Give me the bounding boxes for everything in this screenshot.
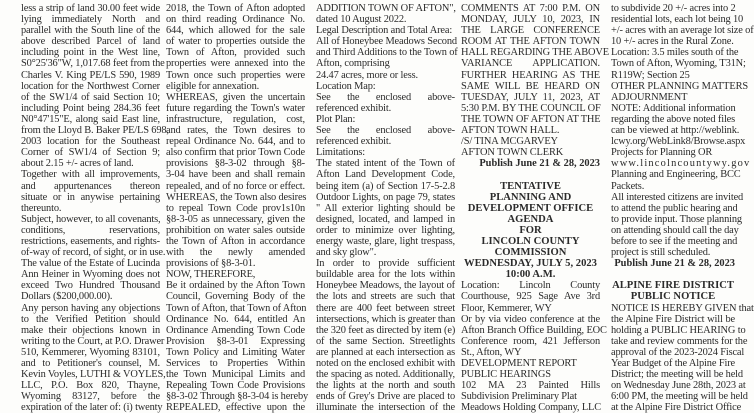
body-text-line: order to minimize over lighting, [316, 224, 455, 236]
body-text-line: 3-04 have been and shall remain [166, 169, 305, 181]
body-text-line: 10 +/- acres in the Rural Zone. [611, 36, 734, 48]
body-text-line: Ordinance No. 644, entitled An [166, 313, 305, 325]
body-text-line: noted on the enclosed exhibit with [316, 358, 455, 369]
body-text-line: location for the Northwest Corner [21, 80, 160, 92]
notice-heading: TENTATIVE [500, 180, 561, 192]
body-text-line: S0°25'36"W, 1,017.68 feet from the [21, 58, 165, 70]
body-text-line: DEVELOPMENT REPORT [461, 358, 577, 369]
body-text-line: ADDITION TOWN OF AFTON", [316, 3, 456, 14]
body-text-line: the Alpine Fire District will be [611, 313, 735, 325]
notice-heading: DEVELOPMENT OFFICE [467, 202, 594, 214]
body-text-line: St., Afton, WY [461, 346, 522, 358]
body-text-line: 24.47 acres, more or less. [316, 69, 418, 81]
body-text-line: Repealing Town Code Provisions [166, 380, 305, 392]
body-text-line: 510, Kemmerer, Wyoming 83101, [21, 346, 160, 358]
body-text-line: to repeal Town Code prov1s10n [166, 202, 305, 214]
body-text-line: referenced exhibit. [316, 136, 392, 148]
body-text-line: regarding the above noted files [611, 113, 736, 125]
body-text-line: take and review comments for the [611, 335, 748, 347]
body-text-line: the Town Municipal Limits and [166, 369, 305, 381]
body-text-line: NOTICE IS HEREBY GIVEN that [611, 302, 754, 314]
body-text-line: lcwy.org/WebLink8/Browse.aspx [611, 136, 746, 148]
body-text-line: Packets. [611, 180, 645, 192]
notice-heading: LINCOLN COUNTY [481, 235, 580, 247]
notice-heading: ALPINE FIRE DISTRICT [612, 280, 734, 292]
column-planning-and-fire-district [611, 3, 754, 413]
body-text-line: Outdoor Lights, on page 79, states [316, 191, 455, 203]
body-text-line: eligible for annexation. [166, 80, 260, 92]
body-text-line: Legal Description and Total Area: [316, 25, 453, 37]
body-text-line: parallel with the South line of the [21, 25, 160, 37]
body-text-line: Ordinance Amending Town Code [166, 324, 305, 336]
body-text-line: Afton, comprising [316, 58, 390, 70]
body-text-line: WHEREAS, the Town also desires [166, 191, 307, 203]
body-text-line: TUESDAY, JULY 11, 2023, AT [461, 91, 600, 103]
body-text-line: to subdivide 20 +/- acres into 2 [611, 3, 736, 14]
body-text-line: dated 10 August 2022. [316, 14, 407, 26]
body-text-line: §8-3-02 Through §8-3-04 is hereby [166, 391, 309, 403]
body-text-line: The value of the Estate of Lucinda [21, 258, 160, 270]
body-text-line: Subdivision Preliminary Plat [461, 391, 577, 403]
notice-heading: FOR [519, 224, 542, 236]
body-text-line: FURTHER HEARING AS THE [461, 69, 600, 81]
body-text-line: restrictions, easements, and rights- [21, 235, 160, 247]
body-text-line: See the enclosed above- [316, 91, 455, 103]
body-text-line: Planning and Engineering, BCC [611, 169, 741, 181]
body-text-line: being item (a) of Section 17-5-2.8 [316, 180, 455, 192]
body-text-line: Afton Land Development Code, [316, 169, 455, 181]
body-text-line: Town Policy and Limiting Water [166, 346, 305, 358]
body-text-line: on Wednesday June 28th, 2023 at [611, 380, 746, 392]
body-text-line: also confirm that prior Town Code [166, 147, 305, 159]
body-text-line: 2018, the Town of Afton adopted [166, 3, 305, 14]
body-text-line: 5:30 P.M. BY THE COUNCIL OF [461, 102, 601, 114]
body-text-line: Any person having any objections [21, 302, 160, 314]
body-text-line: to attend the public hearing and [611, 202, 738, 214]
body-text-line: Year Budget of the Alpine Fire [611, 358, 735, 369]
body-text-line: NOTE: Additional information [611, 102, 736, 114]
body-text-line: SAME WILL BE HEARD ON [461, 80, 600, 92]
column-estate-notice [21, 3, 169, 413]
body-text-line: Town of Afton, provided such [166, 47, 305, 59]
body-text-line: about 2.15 +/- acres of land. [21, 158, 134, 170]
body-text-line: Location: Lincoln County [461, 280, 600, 292]
body-text-line: Projects for Planning OR [611, 147, 713, 159]
body-text-line: Location: 3.5 miles south of the [611, 47, 739, 59]
body-text-line: properties were annexed into the [166, 58, 305, 70]
body-text-line: COMMENTS AT 7:00 P.M. ON [461, 3, 600, 14]
body-text-line: REPEALED, effective upon the [166, 402, 305, 413]
body-text-line: The stated intent of the Town of [316, 158, 455, 170]
body-text-line: illuminate the intersection of the [316, 402, 455, 413]
body-text-line: Location Map: [316, 80, 376, 92]
body-text-line: 102 MA 23 Painted Hills [461, 380, 600, 392]
body-text-line: intersections, which is greater than [316, 313, 456, 325]
body-text-line: at the Alpine Fire District Office [611, 402, 742, 413]
body-text-line: lying immediately North and [21, 14, 160, 26]
body-text-line: Afton Branch Office Building, EOC [461, 324, 607, 336]
body-text-line: THE TOWN OF AFTON AT THE [461, 113, 601, 125]
body-text-line: " All exterior lighting should be [316, 202, 455, 214]
body-text-line: Charles V. King PE/LS 590, 1989 [21, 69, 160, 81]
body-text-line: less a strip of land 30.00 feet wide [21, 3, 160, 14]
body-text-line: Ann Heiner in Wyoming does not [21, 269, 160, 281]
body-text-line: 6:00 PM, the meeting will be held [611, 391, 748, 403]
notice-heading: 10:00 A.M. [505, 269, 556, 281]
publish-date-line: Publish June 21 & 28, 2023 [479, 158, 600, 170]
body-text-line: Council, Governing Body of the [166, 291, 305, 303]
body-text-line: the Town of Afton in accordance [166, 235, 305, 247]
body-text-line: All interested citizens are invited [611, 191, 744, 203]
body-text-line: and rates, the Town desires to [166, 125, 305, 137]
notice-heading: AGENDA [507, 213, 554, 225]
body-text-line: can be viewed at http://weblink. [611, 125, 740, 137]
body-text-line: provisions §8-3-02 through §8- [166, 158, 305, 170]
body-text-line: to provide input. Those planning [611, 213, 742, 225]
body-text-line: Dollars ($200,000.00). [21, 291, 113, 303]
body-text-line: 644, which allowed for the sale [166, 25, 305, 37]
notice-heading: PUBLIC NOTICE [630, 291, 716, 303]
body-text-line: before to see if the meeting and [611, 235, 738, 247]
body-text-line: buildable area for the lots within [316, 269, 455, 281]
body-text-line: repeal Ordinance No. 644, and to [166, 136, 305, 148]
body-text-line: on third reading Ordinance No. [166, 14, 305, 26]
body-text-line: Conference room, 421 Jefferson [461, 335, 600, 347]
body-text-line: District; the meeting will be held [611, 369, 743, 381]
body-text-line: the spacing as noted. Additionally, [316, 369, 455, 381]
body-text-line: R119W; Section 25 [611, 69, 690, 81]
body-text-line: Subject, however, to all covenants, [21, 213, 161, 225]
body-text-line: of-way of record, of sight, or in use. [21, 247, 166, 259]
body-text-line: Limitations: [316, 147, 365, 159]
body-text-line: the lots and streets are such that [316, 291, 455, 303]
body-text-line: thereunto. [21, 202, 62, 214]
body-text-line: approval of the 2023-2024 Fiscal [611, 346, 745, 358]
blank-line [461, 169, 600, 180]
body-text-line: Be it ordained by the Afton Town [166, 280, 305, 292]
body-text-line: to the Verified Petition should [21, 313, 160, 325]
body-text-line: referenced exhibit. [316, 102, 392, 114]
body-text-line: PUBLIC HEARINGS [461, 369, 551, 381]
body-text-line: AFTON TOWN CLERK [461, 147, 564, 159]
body-text-line: and sky glow". [316, 247, 377, 259]
body-text-line: MONDAY, JULY 10, 2023, IN [461, 14, 600, 26]
body-text-line: holding a PUBLIC HEARING to [611, 324, 746, 336]
body-text-line: including point in the West line, [21, 47, 160, 59]
body-text-line: Corner of SW1/4 of Section 9; [21, 147, 160, 159]
body-text-line: All of Honeybee Meadows Second [316, 36, 457, 48]
body-text-line: provisions of §8-3-01. [166, 258, 256, 270]
body-text-line: Services to Properties Within [166, 358, 305, 369]
body-text-line: 2003 location for the Southeast [21, 136, 160, 148]
body-text-line: are planned at each intersection as [316, 346, 455, 358]
body-text-line: future regarding the Town's water [166, 102, 305, 114]
body-text-line: residential lots, each lot being 10 [611, 14, 744, 26]
body-text-line: §8-3-05 as unnecessary, given the [166, 213, 305, 225]
body-text-line: Plot Plan: [316, 113, 356, 125]
body-text-line: exceed Two Hundred Thousand [21, 280, 160, 292]
body-text-line: In order to provide sufficient [316, 258, 455, 270]
body-text-line: Wyoming 83127, before the [21, 391, 160, 403]
body-text-line: Or by via video conference at the [461, 313, 600, 325]
body-text-line: ADJOURNMENT [611, 91, 688, 103]
body-text-line: ends of Grey's Drive are placed to [316, 391, 455, 403]
body-text-line: Floor, Kemmerer, WY [461, 302, 552, 314]
body-text-line: of the same Section. Streetlights [316, 335, 455, 347]
body-text-line: including Point being 284.36 feet [21, 102, 160, 114]
body-text-line: repealed, and of no force or effect. [166, 180, 305, 192]
body-text-line: Honeybee Meadows, the layout of [316, 280, 455, 292]
body-text-line: of the SW1/4 of said Section 10; [21, 91, 160, 103]
body-text-line: Meadows Holding Company, LLC [461, 402, 602, 413]
blank-line [611, 269, 735, 280]
body-text-line: there are 400 feet between street [316, 302, 455, 314]
body-text-line: Town once such properties were [166, 69, 305, 81]
body-text-line: Kevin Voyles, LUTHI & VOYLES, [21, 369, 166, 381]
body-text-line: Provision §8-3-01 Expressing [166, 335, 305, 347]
body-text-line: the lights at the north and south [316, 380, 455, 392]
body-text-line: N0°47'15"E, along said East line, [21, 113, 160, 125]
body-text-line: ROOM AT THE AFTON TOWN [461, 36, 600, 48]
notice-heading: COMMISSION [494, 247, 567, 259]
body-text-line: from the Lloyd B. Baker PE/LS 698, [21, 125, 169, 137]
body-text-line: LLC, P.O. Box 820, Thayne, [21, 380, 160, 392]
body-text-line: See the enclosed above- [316, 125, 455, 137]
column-ordinance-repeal [166, 3, 309, 413]
body-text-line: Together with all improvements, [21, 169, 160, 181]
body-text-line: Town of Afton, Wyoming, T31N; [611, 58, 746, 70]
column-honeybee-meadows [316, 3, 458, 413]
body-text-line: expiration of the later of: (i) twenty [21, 402, 163, 413]
body-text-line: Courthouse, 925 Sage Ave 3rd [461, 291, 600, 303]
body-text-line: infrastructure, regulation, cost, [166, 113, 305, 125]
body-text-line: and Third Additions to the Town of [316, 47, 458, 59]
notice-heading: PLANNING AND [489, 191, 572, 203]
body-text-line: project is still scheduled. [611, 247, 711, 259]
body-text-line: on attending should call the day [611, 224, 739, 236]
body-text-line: HALL REGARDING THE ABOVE [461, 47, 609, 59]
body-text-line: VARIANCE APPLICATION. [461, 58, 600, 70]
publish-date-line: Publish June 21 & 28, 2023 [614, 258, 735, 270]
body-text-line: +/- acres with an average lot size of [611, 25, 754, 37]
body-text-line: make their objections known in [21, 324, 160, 336]
body-text-line: conditions, reservations, [21, 224, 160, 236]
body-text-line: the 320 feet as directed by item (e) [316, 324, 456, 336]
body-text-line: prohibition on water sales outside [166, 224, 305, 236]
body-text-line: energy waste, glare, light trespass, [316, 235, 455, 247]
body-text-line: with the newly amended [166, 247, 305, 259]
body-text-line: above described Parcel of land [21, 36, 160, 48]
body-text-line: situate or in anywise pertaining [21, 191, 160, 203]
body-text-line: designed, located, and lamped in [316, 213, 455, 225]
body-text-line: and appurtenances thereon [21, 180, 160, 192]
column-variance-and-agenda [461, 3, 609, 413]
body-text-line: WHEREAS, given the uncertain [166, 91, 305, 103]
body-text-line: writing to the Court, at P.O. Drawer [21, 335, 165, 347]
body-text-line: /S/ TINA MCGARVEY [461, 136, 558, 148]
body-text-line: OTHER PLANNING MATTERS [611, 80, 748, 92]
link-text-line: www.lincolncountywy.gov [611, 158, 751, 170]
body-text-line: AFTON TOWN HALL. [461, 125, 560, 137]
body-text-line: and to Petitioner's counsel, M. [21, 358, 160, 369]
body-text-line: NOW, THEREFORE, [166, 269, 256, 281]
body-text-line: of water to properties outside the [166, 36, 305, 48]
body-text-line: THE LARGE CONFERENCE [461, 25, 600, 37]
body-text-line: Town of Afton, that Town of Afton [166, 302, 307, 314]
notice-heading: WEDNESDAY, JULY 5, 2023 [464, 258, 597, 270]
